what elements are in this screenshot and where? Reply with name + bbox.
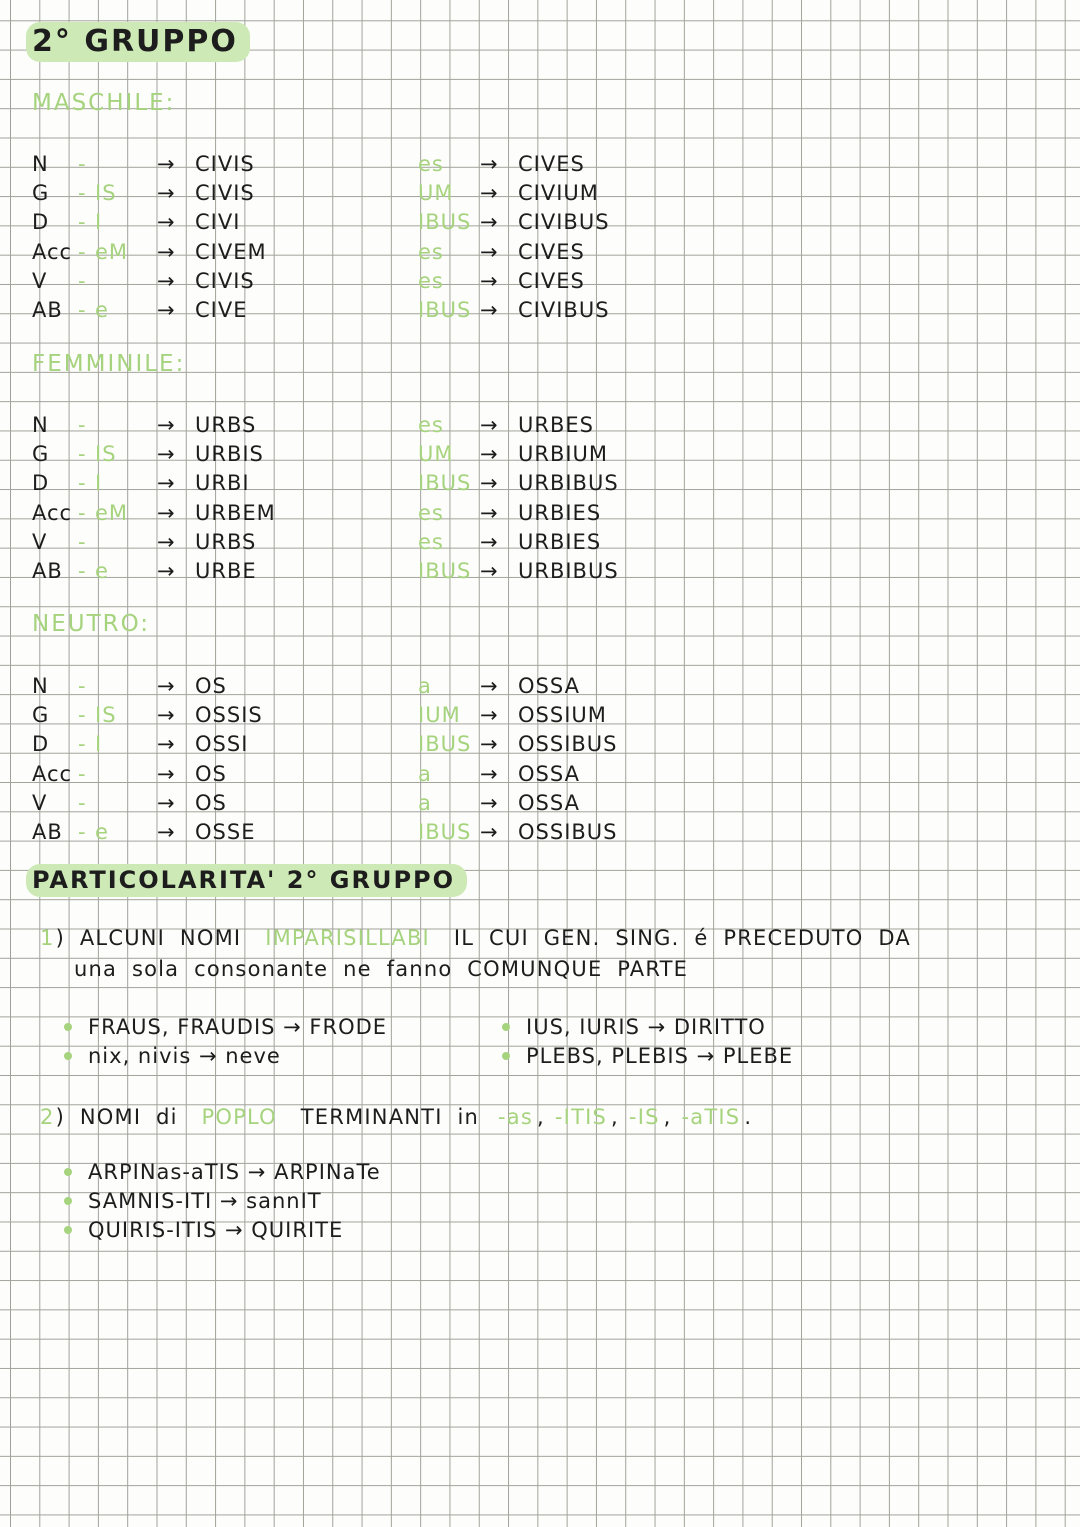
- declension-row: [32, 237, 610, 266]
- plural-suffix: IBUS: [418, 471, 472, 496]
- arrow-icon: →: [157, 500, 176, 525]
- example-item: [64, 1041, 502, 1070]
- singular-form: URBIS: [195, 441, 264, 466]
- singular-suffix: IS: [95, 180, 117, 205]
- singular-suffix: e: [95, 559, 109, 584]
- suffix-text: -IS: [628, 1105, 660, 1129]
- case-label: D: [32, 732, 50, 757]
- singular-suffix: e: [95, 820, 109, 845]
- plural-suffix: a: [418, 761, 432, 786]
- singular-form: CIVIS: [195, 268, 255, 293]
- case-dash: -: [78, 441, 87, 466]
- arrow-icon: →: [157, 298, 176, 323]
- arrow-icon: →: [157, 559, 176, 584]
- plural-suffix: a: [418, 790, 432, 815]
- singular-form: URBEM: [195, 500, 276, 525]
- note-item-1: [40, 926, 920, 981]
- example-text: FRAUS, FRAUDIS → FRODE: [88, 1014, 388, 1039]
- arrow-icon: →: [480, 820, 499, 845]
- arrow-icon: →: [157, 673, 176, 698]
- examples-item-1: [64, 1012, 1040, 1071]
- plural-suffix: UM: [418, 441, 454, 466]
- declension-row: [32, 469, 619, 498]
- arrow-icon: →: [157, 151, 176, 176]
- examples-item-2: [64, 1157, 381, 1245]
- note-text: IL CUI GEN. SING. é PRECEDUTO DA: [453, 926, 911, 950]
- case-label: AB: [32, 820, 63, 845]
- declension-row: [32, 671, 618, 700]
- arrow-icon: →: [480, 673, 499, 698]
- suffix-separator: ,: [663, 1105, 672, 1129]
- declension-table-femminile: [32, 410, 619, 586]
- case-label: G: [32, 702, 50, 727]
- case-label: Acc: [32, 239, 73, 264]
- plural-form: URBIES: [518, 500, 602, 525]
- arrow-icon: →: [480, 151, 499, 176]
- suffix-item: [555, 1105, 619, 1129]
- case-label: V: [32, 790, 48, 815]
- case-label: N: [32, 151, 49, 176]
- declension-row: [32, 410, 619, 439]
- example-text: PLEBS, PLEBIS → PLEBE: [526, 1043, 794, 1068]
- plural-form: URBIBUS: [518, 471, 619, 496]
- case-dash: -: [78, 412, 87, 437]
- singular-form: URBS: [195, 529, 257, 554]
- item-number: 1: [40, 926, 55, 950]
- arrow-icon: →: [480, 298, 499, 323]
- arrow-icon: →: [480, 790, 499, 815]
- singular-suffix: I: [95, 210, 103, 235]
- arrow-icon: →: [480, 529, 499, 554]
- plural-form: CIVES: [518, 268, 585, 293]
- declension-row: [32, 178, 610, 207]
- bullet-icon: [64, 1197, 72, 1205]
- note-text: ALCUNI NOMI: [79, 926, 242, 950]
- arrow-icon: →: [480, 500, 499, 525]
- declension-row: [32, 498, 619, 527]
- plural-form: URBIES: [518, 529, 602, 554]
- singular-form: OSSI: [195, 732, 249, 757]
- case-label: N: [32, 673, 49, 698]
- case-dash: -: [78, 471, 87, 496]
- singular-suffix: eM: [95, 500, 129, 525]
- plural-form: CIVES: [518, 239, 585, 264]
- singular-form: OSSE: [195, 820, 256, 845]
- arrow-icon: →: [157, 790, 176, 815]
- note-highlight-word: IMPARISILLABI: [265, 926, 430, 950]
- plural-form: OSSA: [518, 673, 580, 698]
- case-dash: -: [78, 673, 87, 698]
- note-item-1-line-1: [40, 926, 920, 950]
- plural-form: OSSIBUS: [518, 732, 618, 757]
- singular-suffix: IS: [95, 441, 117, 466]
- plural-form: URBIBUS: [518, 559, 619, 584]
- section-label-femminile: FEMMINILE:: [32, 351, 186, 377]
- example-item: [502, 1041, 1040, 1070]
- plural-form: CIVIBUS: [518, 210, 610, 235]
- examples-list-left: [64, 1012, 502, 1071]
- bullet-icon: [64, 1168, 72, 1176]
- plural-suffix: IBUS: [418, 210, 472, 235]
- examples-list-right: [502, 1012, 1040, 1071]
- plural-form: CIVIUM: [518, 180, 599, 205]
- case-label: V: [32, 529, 48, 554]
- suffix-item: [682, 1105, 753, 1129]
- arrow-icon: →: [480, 559, 499, 584]
- case-dash: -: [78, 702, 87, 727]
- singular-suffix: I: [95, 732, 103, 757]
- bullet-icon: [64, 1052, 72, 1060]
- arrow-icon: →: [157, 210, 176, 235]
- case-label: V: [32, 268, 48, 293]
- arrow-icon: →: [157, 180, 176, 205]
- case-dash: -: [78, 761, 87, 786]
- declension-row: [32, 527, 619, 556]
- singular-suffix: e: [95, 298, 109, 323]
- plural-suffix: IUM: [418, 702, 461, 727]
- declension-row: [32, 700, 618, 729]
- declension-row: [32, 817, 618, 846]
- plural-suffix: IBUS: [418, 559, 472, 584]
- arrow-icon: →: [480, 210, 499, 235]
- plural-suffix: es: [418, 268, 444, 293]
- singular-form: CIVIS: [195, 180, 255, 205]
- case-label: Acc: [32, 500, 73, 525]
- case-dash: -: [78, 732, 87, 757]
- plural-form: OSSIBUS: [518, 820, 618, 845]
- bullet-icon: [502, 1052, 510, 1060]
- note-item-2: [40, 1105, 752, 1129]
- example-item: [64, 1216, 381, 1245]
- singular-suffix: eM: [95, 239, 129, 264]
- arrow-icon: →: [480, 239, 499, 264]
- singular-form: CIVIS: [195, 151, 255, 176]
- item-paren: ): [55, 1105, 65, 1129]
- singular-form: OS: [195, 790, 227, 815]
- item-paren: ): [55, 926, 65, 950]
- example-text: IUS, IURIS → DIRITTO: [526, 1014, 766, 1039]
- plural-form: OSSA: [518, 761, 580, 786]
- particolarita-title: [26, 866, 467, 894]
- plural-form: URBIUM: [518, 441, 609, 466]
- case-dash: -: [78, 529, 87, 554]
- arrow-icon: →: [480, 268, 499, 293]
- case-dash: -: [78, 500, 87, 525]
- examples-list-bottom: [64, 1157, 381, 1245]
- example-text: SAMNIS-ITI → sannIT: [88, 1188, 322, 1213]
- page-title: [26, 24, 250, 59]
- declension-row: [32, 556, 619, 585]
- section-label-maschile: MASCHILE:: [32, 90, 176, 116]
- arrow-icon: →: [480, 412, 499, 437]
- declension-row: [32, 266, 610, 295]
- example-text: nix, nivis → neve: [88, 1043, 281, 1068]
- case-dash: -: [78, 790, 87, 815]
- arrow-icon: →: [157, 441, 176, 466]
- case-label: Acc: [32, 761, 73, 786]
- example-item: [64, 1012, 502, 1041]
- arrow-icon: →: [157, 268, 176, 293]
- arrow-icon: →: [157, 761, 176, 786]
- singular-suffix: IS: [95, 702, 117, 727]
- suffix-text: -as: [498, 1105, 534, 1129]
- page-title-text: 2° GRUPPO: [26, 22, 250, 62]
- section-label-neutro: NEUTRO:: [32, 611, 151, 637]
- bullet-icon: [502, 1023, 510, 1031]
- singular-form: OS: [195, 673, 227, 698]
- singular-form: URBI: [195, 471, 250, 496]
- note-text: TERMINANTI in: [300, 1105, 480, 1129]
- bullet-icon: [64, 1226, 72, 1234]
- case-label: AB: [32, 298, 63, 323]
- particolarita-title-text: PARTICOLARITA' 2° GRUPPO: [26, 864, 467, 897]
- note-highlight-word: POPLO: [201, 1105, 277, 1129]
- note-text: NOMI di: [79, 1105, 178, 1129]
- plural-form: OSSA: [518, 790, 580, 815]
- example-item: [64, 1186, 381, 1215]
- case-label: G: [32, 441, 50, 466]
- singular-form: OSSIS: [195, 702, 263, 727]
- case-dash: -: [78, 268, 87, 293]
- singular-form: CIVEM: [195, 239, 267, 264]
- plural-suffix: es: [418, 529, 444, 554]
- arrow-icon: →: [157, 471, 176, 496]
- arrow-icon: →: [157, 732, 176, 757]
- case-dash: -: [78, 151, 87, 176]
- arrow-icon: →: [480, 702, 499, 727]
- plural-form: CIVES: [518, 151, 585, 176]
- arrow-icon: →: [157, 702, 176, 727]
- suffix-separator: .: [744, 1105, 753, 1129]
- suffix-item: [498, 1105, 545, 1129]
- singular-form: OS: [195, 761, 227, 786]
- declension-row: [32, 295, 610, 324]
- singular-form: URBS: [195, 412, 257, 437]
- declension-row: [32, 730, 618, 759]
- case-dash: -: [78, 180, 87, 205]
- case-dash: -: [78, 559, 87, 584]
- declension-row: [32, 788, 618, 817]
- note-item-1-line-2: una sola consonante ne fanno COMUNQUE PARTE: [74, 957, 689, 981]
- plural-suffix: UM: [418, 180, 454, 205]
- example-text: QUIRIS-ITIS → QUIRITE: [88, 1218, 344, 1243]
- case-dash: -: [78, 820, 87, 845]
- example-item: [64, 1157, 381, 1186]
- singular-form: URBE: [195, 559, 257, 584]
- case-label: D: [32, 210, 50, 235]
- arrow-icon: →: [480, 441, 499, 466]
- singular-suffix: I: [95, 471, 103, 496]
- case-dash: -: [78, 239, 87, 264]
- declension-row: [32, 759, 618, 788]
- declension-row: [32, 439, 619, 468]
- declension-table-maschile: [32, 149, 610, 325]
- plural-suffix: IBUS: [418, 732, 472, 757]
- case-label: G: [32, 180, 50, 205]
- plural-form: URBES: [518, 412, 594, 437]
- declension-table-neutro: [32, 671, 618, 847]
- suffix-separator: ,: [537, 1105, 545, 1129]
- singular-form: CIVE: [195, 298, 248, 323]
- suffix-item: [629, 1105, 672, 1129]
- arrow-icon: →: [480, 761, 499, 786]
- arrow-icon: →: [480, 732, 499, 757]
- case-label: AB: [32, 559, 63, 584]
- suffix-separator: ,: [611, 1105, 619, 1129]
- singular-form: CIVI: [195, 210, 241, 235]
- case-dash: -: [78, 210, 87, 235]
- declension-row: [32, 149, 610, 178]
- suffix-list: [488, 1105, 752, 1129]
- declension-row: [32, 208, 610, 237]
- case-label: D: [32, 471, 50, 496]
- arrow-icon: →: [157, 529, 176, 554]
- plural-suffix: es: [418, 239, 444, 264]
- plural-suffix: es: [418, 151, 444, 176]
- plural-suffix: es: [418, 500, 444, 525]
- case-label: N: [32, 412, 49, 437]
- arrow-icon: →: [480, 180, 499, 205]
- plural-suffix: es: [418, 412, 444, 437]
- example-text: ARPINas-aTIS → ARPINaTe: [88, 1159, 381, 1184]
- plural-suffix: IBUS: [418, 298, 472, 323]
- arrow-icon: →: [157, 412, 176, 437]
- suffix-text: -ITIS: [554, 1105, 608, 1129]
- arrow-icon: →: [157, 239, 176, 264]
- case-dash: -: [78, 298, 87, 323]
- example-item: [502, 1012, 1040, 1041]
- plural-suffix: IBUS: [418, 820, 472, 845]
- item-number: 2: [40, 1105, 55, 1129]
- plural-form: CIVIBUS: [518, 298, 610, 323]
- plural-form: OSSIUM: [518, 702, 607, 727]
- suffix-text: -aTIS: [681, 1105, 741, 1129]
- plural-suffix: a: [418, 673, 432, 698]
- arrow-icon: →: [480, 471, 499, 496]
- arrow-icon: →: [157, 820, 176, 845]
- bullet-icon: [64, 1023, 72, 1031]
